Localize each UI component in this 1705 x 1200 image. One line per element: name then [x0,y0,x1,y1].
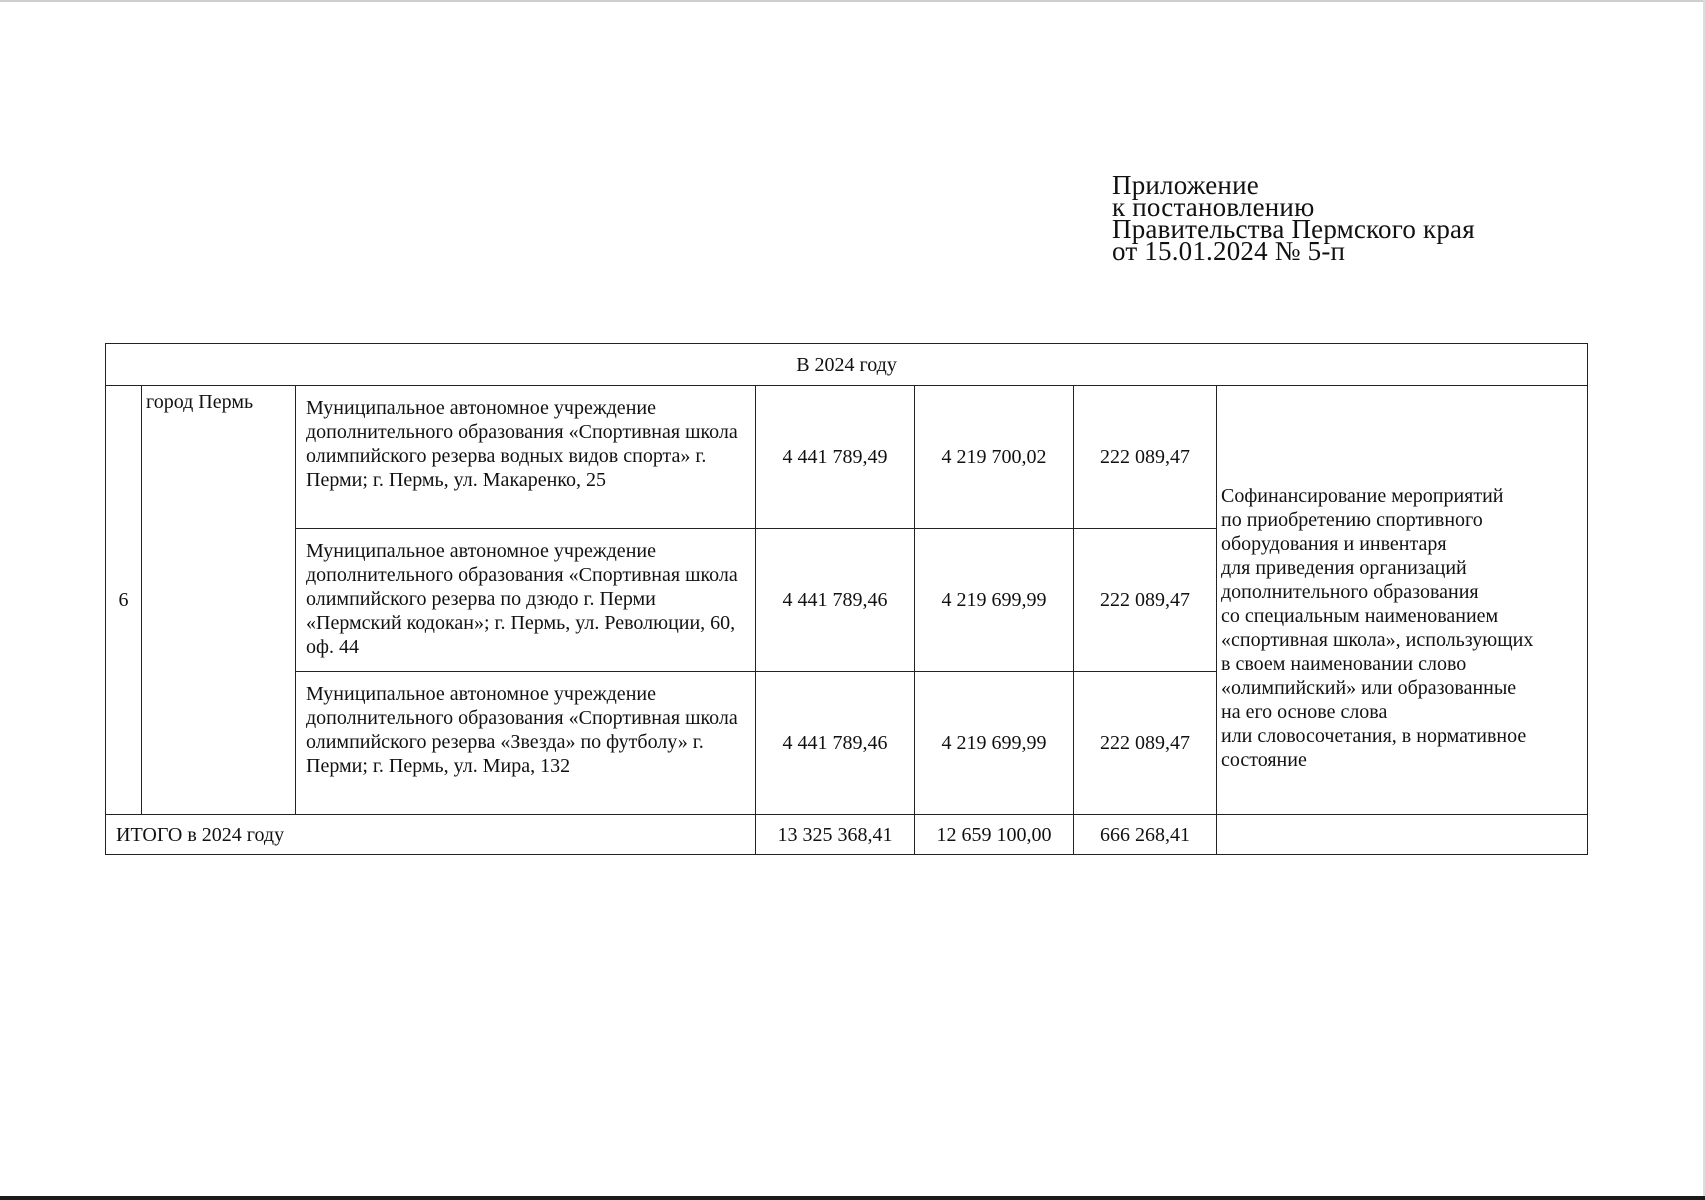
organization-name: Муниципальное автономное учреждение дополнительного образования «Спортивная школа олимпийского резерва водных видов спорта» г. Перми; г. Пермь, ул. Макаренко, 25 [296,386,756,529]
organization-name: Муниципальное автономное учреждение дополнительного образования «Спортивная школа олимпийского резерва по дзюдо г. Перми «Пермский кодокан»; г. Пермь, ул. Революции, 60, оф. 44 [296,529,756,672]
appendix-title: Приложение [1112,170,1259,200]
regional-amount: 4 219 699,99 [915,672,1074,815]
row-number: 6 [106,386,142,815]
table-row [106,386,1588,529]
local-amount: 222 089,47 [1074,386,1217,529]
description-line: в своем наименовании слово [1221,653,1467,675]
appendix-date-number: от 15.01.2024 № 5-п [1112,236,1346,266]
appendix-authority: Правительства Пермского края [1112,214,1475,244]
description-line: по приобретению спортивного [1221,509,1483,531]
organization-name: Муниципальное автономное учреждение дополнительного образования «Спортивная школа олимпийского резерва «Звезда» по футболу» г. Перми; г. Пермь, ул. Мира, 132 [296,672,756,815]
municipality-name: город Пермь [142,386,296,815]
description-line: дополнительного образования [1221,581,1479,603]
purpose-description [1217,386,1588,815]
local-amount: 222 089,47 [1074,529,1217,672]
totals-label: ИТОГО в 2024 году [106,815,756,855]
totals-row [106,815,1588,855]
description-line: «олимпийский» или образованные [1221,677,1517,699]
description-line: со специальным наименованием [1221,605,1499,627]
year-heading: В 2024 году [106,344,1588,386]
description-line: оборудования и инвентаря [1221,533,1447,555]
scan-top-edge [0,0,1705,2]
totals-total-amount: 13 325 368,41 [756,815,915,855]
regional-amount: 4 219 699,99 [915,529,1074,672]
description-line: «спортивная школа», использующих [1221,629,1534,651]
totals-local-amount: 666 268,41 [1074,815,1217,855]
funding-table [105,343,1588,855]
year-heading-row [106,344,1588,386]
description-line: Софинансирование мероприятий [1221,485,1504,507]
regional-amount: 4 219 700,02 [915,386,1074,529]
totals-description [1217,815,1588,855]
local-amount: 222 089,47 [1074,672,1217,815]
appendix-reference: к постановлению [1112,192,1315,222]
totals-regional-amount: 12 659 100,00 [915,815,1074,855]
total-amount: 4 441 789,46 [756,672,915,815]
description-line: на его основе слова [1221,701,1388,723]
description-line: для приведения организаций [1221,557,1467,579]
description-line: или словосочетания, в нормативное [1221,725,1527,747]
total-amount: 4 441 789,46 [756,529,915,672]
appendix-header [1112,170,1475,266]
scan-bottom-edge [0,1196,1705,1200]
description-line: состояние [1221,749,1307,771]
total-amount: 4 441 789,49 [756,386,915,529]
